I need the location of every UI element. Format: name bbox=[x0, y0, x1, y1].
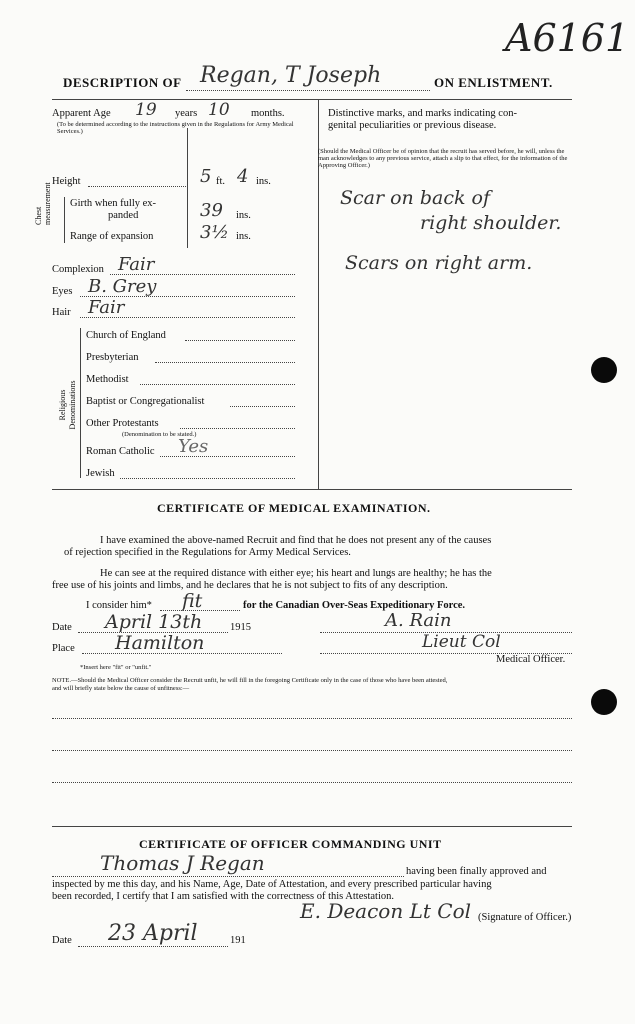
chest-side-label: Chest measurement bbox=[34, 182, 52, 225]
eyes-label: Eyes bbox=[52, 286, 73, 297]
officer-date-year: 191 bbox=[230, 935, 246, 946]
height-feet-label: ft. bbox=[216, 176, 226, 187]
age-label: Apparent Age bbox=[52, 108, 111, 119]
distinctive-mark-2: right shoulder. bbox=[420, 212, 562, 234]
distinctive-note: (Should the Medical Officer be of opinion that the recruit has served before, he will, unless the man acknowledges to any previous service, attach a slip to that effect, for the information of the Approving Officer.) bbox=[318, 148, 568, 169]
age-months-value: 10 bbox=[208, 100, 230, 120]
medical-note-line1: NOTE.—Should the Medical Officer consider the Recruit unfit, he will fill in the foregoing Certificate only in the case of those who have been attested, bbox=[52, 677, 448, 684]
title-on-enlistment: ON ENLISTMENT. bbox=[434, 75, 553, 90]
officer-name-value: Thomas J Regan bbox=[100, 851, 265, 875]
medical-footnote: *Insert here "fit" or "unfit." bbox=[80, 664, 152, 671]
range-unit: ins. bbox=[236, 231, 251, 242]
distinctive-heading-1: Distinctive marks, and marks indicating con- bbox=[328, 108, 517, 119]
medical-note-line2: and will briefly state below the cause of unfitness:— bbox=[52, 685, 190, 692]
girth-label-2: panded bbox=[108, 210, 139, 221]
medical-date-value: April 13th bbox=[105, 611, 203, 633]
distinctive-heading-2: genital peculiarities or previous disease. bbox=[328, 120, 497, 131]
age-years-value: 19 bbox=[135, 100, 157, 120]
title-description-of: DESCRIPTION OF bbox=[63, 75, 182, 90]
officer-certificate-title: CERTIFICATE OF OFFICER COMMANDING UNIT bbox=[139, 837, 442, 851]
range-label: Range of expansion bbox=[70, 231, 154, 242]
medical-signature-2: Lieut Col bbox=[422, 632, 501, 652]
religion-rc-mark: Yes bbox=[178, 436, 209, 457]
height-inches-value: 4 bbox=[237, 166, 249, 187]
hair-label: Hair bbox=[52, 307, 71, 318]
age-note: (To be determined according to the instructions given in the Regulations for Army Medical Services.) bbox=[57, 121, 294, 135]
medical-para2-line1: He can see at the required distance with either eye; his heart and lungs are healthy; he has the bbox=[100, 568, 492, 579]
medical-officer-label: Medical Officer. bbox=[496, 654, 566, 665]
religion-side-label-1: Religious bbox=[58, 389, 67, 421]
distinctive-mark-1: Scar on back of bbox=[340, 187, 490, 209]
binder-hole-bottom bbox=[591, 689, 617, 715]
religion-item-3: Methodist bbox=[86, 374, 129, 385]
medical-para2-line2: free use of his joints and limbs, and he declares that he is not subject to fits of any description. bbox=[52, 580, 448, 591]
religion-item-5: Other Protestants bbox=[86, 418, 159, 429]
religion-note: (Denomination to be stated.) bbox=[122, 431, 197, 438]
height-inches-label: ins. bbox=[256, 176, 271, 187]
medical-place-label: Place bbox=[52, 643, 75, 654]
age-months-label: months. bbox=[251, 108, 285, 119]
religion-item-7: Jewish bbox=[86, 468, 115, 479]
binder-hole-top bbox=[591, 357, 617, 383]
range-value: 3½ bbox=[200, 222, 229, 243]
officer-date-value: 23 April bbox=[108, 921, 198, 946]
girth-label-1: Girth when fully ex- bbox=[70, 198, 157, 209]
religion-item-6: Roman Catholic bbox=[86, 446, 155, 457]
medical-signature-1: A. Rain bbox=[385, 610, 452, 631]
medical-para1-line1: I have examined the above-named Recruit and find that he does not present any of the causes bbox=[100, 535, 492, 546]
religion-item-4: Baptist or Congregationalist bbox=[86, 396, 205, 407]
girth-unit: ins. bbox=[236, 210, 251, 221]
officer-line2: inspected by me this day, and his Name, Age, Date of Attestation, and every prescribed particular having bbox=[52, 879, 492, 890]
file-number: A6161 bbox=[505, 16, 630, 60]
eyes-value: B. Grey bbox=[88, 276, 157, 297]
officer-date-label: Date bbox=[52, 935, 72, 946]
religion-item-1: Church of England bbox=[86, 330, 166, 341]
religion-item-2: Presbyterian bbox=[86, 352, 139, 363]
officer-line1-suffix: having been finally approved and bbox=[406, 866, 547, 877]
medical-certificate-title: CERTIFICATE OF MEDICAL EXAMINATION. bbox=[157, 501, 431, 515]
officer-line3: been recorded, I certify that I am satisfied with the correctness of this Attestation. bbox=[52, 891, 395, 902]
officer-signature: E. Deacon Lt Col bbox=[300, 899, 472, 923]
hair-value: Fair bbox=[88, 297, 125, 318]
religion-side-label-2: Denominations bbox=[68, 380, 77, 430]
officer-signature-label: (Signature of Officer.) bbox=[478, 912, 572, 923]
height-feet-value: 5 bbox=[200, 166, 212, 187]
recruit-name: Regan, T Joseph bbox=[200, 63, 382, 88]
girth-value: 39 bbox=[200, 200, 223, 221]
consider-value: fit bbox=[182, 590, 203, 612]
age-years-label: years bbox=[175, 108, 198, 119]
medical-date-label: Date bbox=[52, 622, 72, 633]
height-label: Height bbox=[52, 176, 81, 187]
medical-place-value: Hamilton bbox=[115, 632, 205, 654]
consider-suffix: for the Canadian Over-Seas Expeditionary Force. bbox=[243, 600, 466, 611]
medical-date-year: 1915 bbox=[230, 622, 251, 633]
complexion-value: Fair bbox=[118, 254, 155, 275]
medical-para1-line2: of rejection specified in the Regulations for Army Medical Services. bbox=[64, 547, 351, 558]
consider-prefix: I consider him* bbox=[86, 600, 152, 611]
complexion-label: Complexion bbox=[52, 264, 104, 275]
distinctive-mark-3: Scars on right arm. bbox=[345, 252, 533, 274]
